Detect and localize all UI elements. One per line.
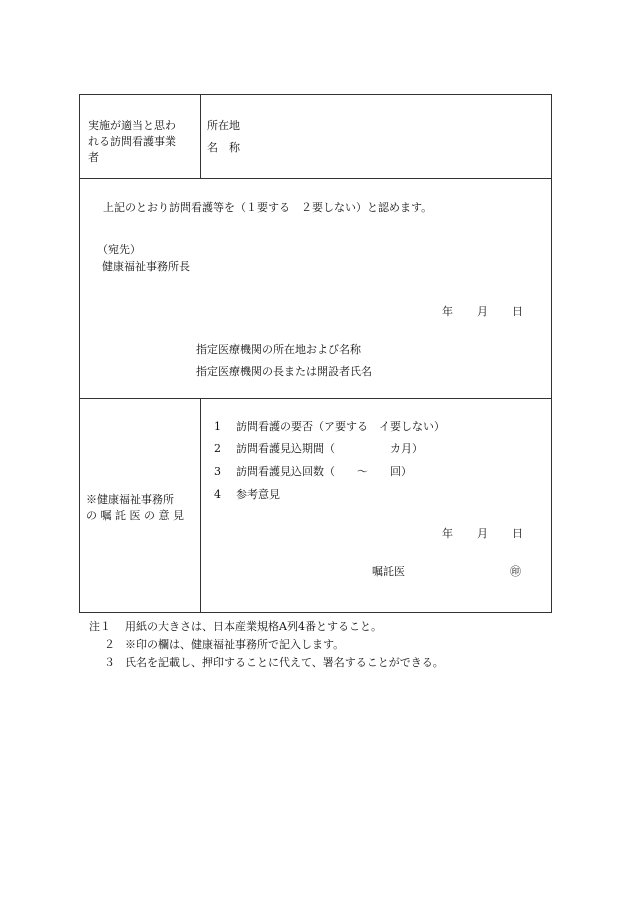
border-left <box>79 94 80 613</box>
border-bottom <box>79 612 552 613</box>
opinion-item-text: 訪問看護の要否（ア要する イ要しない） <box>236 420 445 433</box>
opinion-item-number: 1 <box>214 420 221 433</box>
opinion-item-number: 2 <box>214 442 221 455</box>
opinion-label <box>86 492 184 524</box>
note-text: 用紙の大きさは、日本産業規格A列4番とすること。 <box>125 620 382 633</box>
note-number: ２ <box>104 638 115 651</box>
provider-address-label: 所在地 <box>207 119 240 132</box>
row-divider-2 <box>79 398 552 399</box>
col-divider-bottom <box>200 398 201 613</box>
opinion-item-number: 4 <box>214 488 221 501</box>
note-text: ※印の欄は、健康福祉事務所で記入します。 <box>125 638 345 651</box>
note-number: ３ <box>104 656 115 669</box>
institution-head-label: 指定医療機関の長または開設者氏名 <box>196 365 372 378</box>
provider-label-line: 実施が適当と思わ <box>88 119 176 132</box>
opinion-date-day: 日 <box>512 527 523 540</box>
border-right <box>551 94 552 613</box>
opinion-item-text: 訪問看護見込回数（ ～ 回） <box>236 465 412 478</box>
provider-label-line: 者 <box>88 151 99 164</box>
institution-address-label: 指定医療機関の所在地および名称 <box>196 343 361 356</box>
provider-label-line: れる訪問看護事業 <box>88 135 176 148</box>
seal-mark: ㊞ <box>510 565 521 578</box>
opinion-item-number: 3 <box>214 465 221 478</box>
opinion-label-line: ※健康福祉事務所 <box>86 493 174 506</box>
provider-name-label: 名 称 <box>207 141 240 154</box>
opinion-item-text: 訪問看護見込期間（ カ月） <box>236 442 423 455</box>
addressee-label: （宛先） <box>97 243 141 256</box>
note-number: 注１ <box>89 620 111 633</box>
request-date-day: 日 <box>512 305 523 318</box>
approval-statement: 上記のとおり訪問看護等を（１要する ２要しない）と認めます。 <box>103 201 433 214</box>
border-top <box>79 94 552 95</box>
addressee-name: 健康福祉事務所長 <box>102 260 190 273</box>
request-date-year: 年 <box>442 305 453 318</box>
opinion-label-line: の 嘱 託 医 の 意 見 <box>86 509 184 522</box>
note-text: 氏名を記載し、押印することに代えて、署名することができる。 <box>125 656 444 669</box>
doctor-label: 嘱託医 <box>372 565 405 578</box>
col-divider-top <box>200 94 201 179</box>
opinion-date-month: 月 <box>477 527 488 540</box>
provider-label <box>88 118 176 166</box>
opinion-item-text: 参考意見 <box>236 488 280 501</box>
request-date-month: 月 <box>477 305 488 318</box>
row-divider-1 <box>79 178 552 179</box>
opinion-date-year: 年 <box>442 527 453 540</box>
